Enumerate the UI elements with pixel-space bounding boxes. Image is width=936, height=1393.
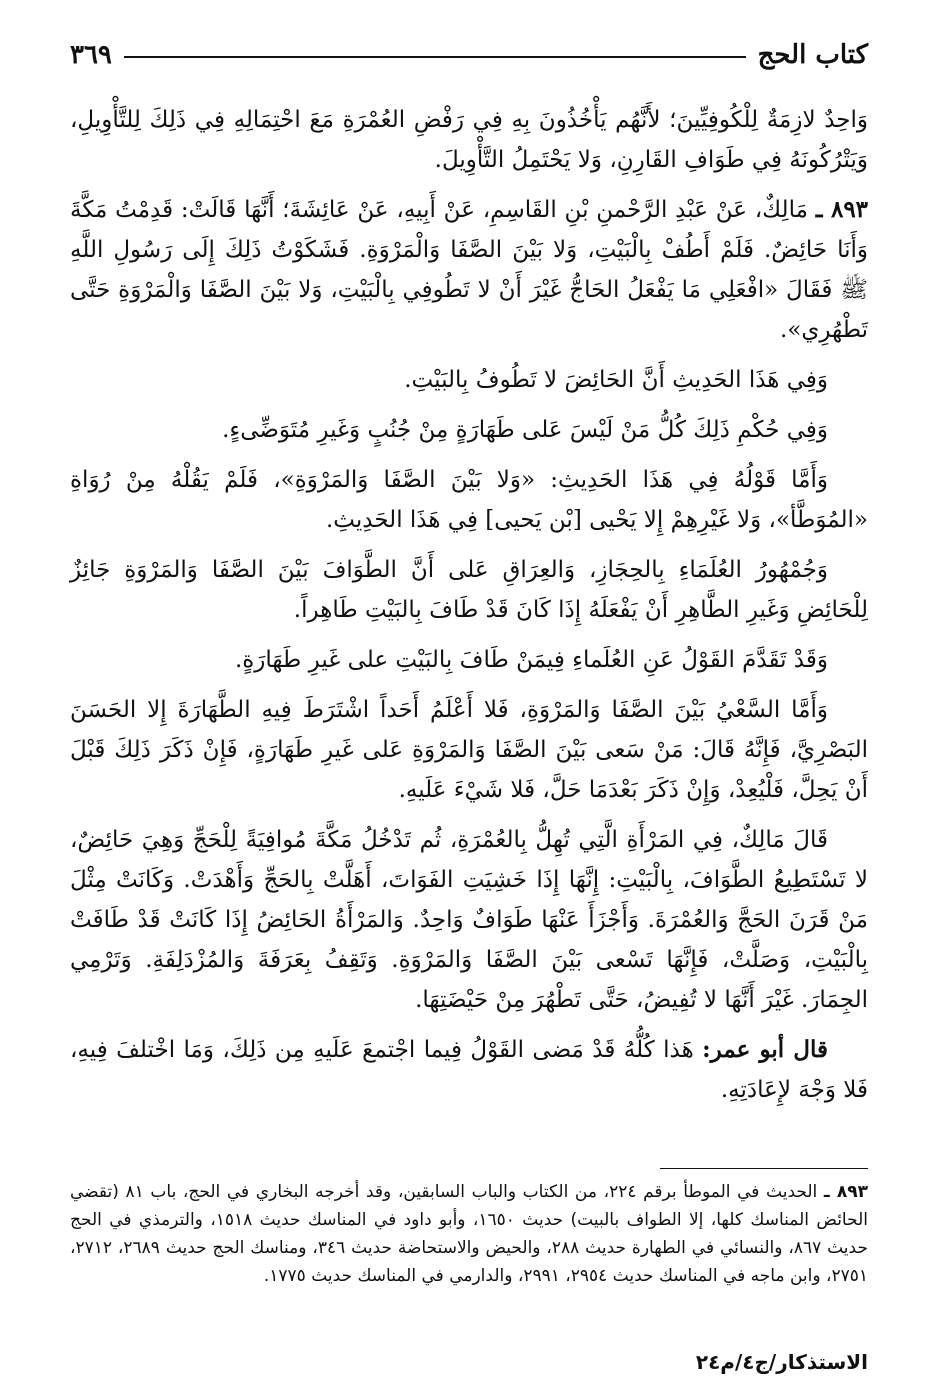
paragraph: وَجُمْهُورُ العُلَمَاءِ بِالحِجَازِ، وَالعِرَاقِ عَلى أَنَّ الطَّوَافَ بَيْنَ الصَّفَا وَالمَرْوَةِ جَائِزٌ لِلْحَائِضِ وَغَيرِ الطَّاهِرِ أَنْ يَفْعَلَهُ إِذَا كَانَ قَدْ طَافَ بِالبَيْتِ طَاهِراً. — [70, 557, 868, 623]
footnote — [70, 1178, 868, 1290]
header-rule — [124, 56, 746, 58]
page-number: ٣٦٩ — [70, 40, 112, 70]
book-title: كتاب الحج — [757, 40, 868, 70]
footnote-number: ٨٩٣ ـ — [823, 1182, 868, 1202]
main-text — [70, 100, 868, 1120]
signature-mark: الاستذكار/ج٤/م٢٤ — [695, 1350, 868, 1374]
commentator-label: قال أبو عمر: — [702, 1036, 829, 1063]
paragraph: وَاحِدٌ لازِمَةٌ لِلْكُوفِيِّينَ؛ لأَنَّهُم يَأْخُذُونَ بِهِ فِي رَفْضِ العُمْرَةِ مَعَ احْتِمَالِهِ فِي ذَلِكَ لِلتَّأْوِيلِ، وَيَتْرُكُونَهُ فِي طَوَافِ القَارِنِ، وَلا يَحْتَمِلُ التَّأْوِيلَ. — [70, 107, 868, 173]
hadith-text: مَالِكٌ، عَنْ عَبْدِ الرَّحْمنِ بْنِ القَاسِمِ، عَنْ أَبِيهِ، عَنْ عَائِشَةَ؛ أَنَّهَا قَالَتْ: قَدِمْتُ مَكَّةَ وَأَنَا حَائِضٌ. فَلَمْ أَطُفْ بِالْبَيْتِ، وَلا بَيْنَ الصَّفَا وَالْمَرْوَةِ. فَشَكَوْتُ ذَلِكَ إِلَى رَسُولِ اللَّهِ ﷺ فَقَالَ «افْعَلِي مَا يَفْعَلُ الحَاجُّ غَيْرَ أَنْ لا تَطُوفِي بِالْبَيْتِ، وَلا بَيْنَ الصَّفَا وَالْمَرْوَةِ حَتَّى تَطْهُرِي». — [70, 197, 868, 343]
paragraph: قَالَ مَالِكٌ، فِي المَرْأَةِ الَّتِي تُهِلُّ بِالعُمْرَةِ، ثُم تَدْخُلُ مَكَّةَ مُوافِيَةً لِلْحَجِّ وَهِيَ حَائِضٌ، لا تَسْتَطِيعُ الطَّوَافَ، بِالْبَيْتِ: إِنَّهَا إِذَا خَشِيَتِ الفَوَاتَ، أَهَلَّتْ بِالحَجِّ وَأَهْدَتْ. وَكَانَتْ مِثْلَ مَنْ قَرَنَ الحَجَّ وَالعُمْرَةَ. وَأَجْزَأَ عَنْهَا طَوَافٌ وَاحِدٌ. وَالمَرْأَةُ الحَائِضُ إِذَا كَانَتْ قَدْ طَافَتْ بِالْبَيْتِ، وَصَلَّتْ، فَإِنَّهَا تَسْعى بَيْنَ الصَّفَا وَالمَرْوَةِ. وَتَقِفُ بِعَرَفَةَ وَالمُزْدَلِفَةِ. وَتَرْمِي الجِمَارَ. غَيْرَ أَنَّهَا لا تُفِيضُ، حَتَّى تَطْهُرَ مِنْ حَيْضَتِهَا. — [70, 827, 868, 1013]
paragraph: وَأَمَّا السَّعْيُ بَيْنَ الصَّفَا وَالمَرْوَةِ، فَلا أَعْلَمُ أَحَداً اشْتَرَطَ فِيهِ الطَّهَارَةَ إِلا الحَسَنَ البَصْرِيَّ، فَإِنَّهُ قَالَ: مَنْ سَعى بَيْنَ الصَّفَا وَالمَرْوَةِ عَلى غَيرِ طَهَارَةٍ، فَإِنْ ذَكَرَ ذَلِكَ قَبْلَ أَنْ يَحِلَّ، فَلْيُعِدْ، وَإِنْ ذَكَرَ بَعْدَمَا حَلَّ، فَلا شَيْءَ عَلَيهِ. — [70, 697, 868, 803]
commentary-paragraph — [70, 1030, 868, 1110]
hadith-number: ٨٩٣ ـ — [815, 196, 869, 223]
paragraph: وَفِي حُكْمِ ذَلِكَ كُلُّ مَنْ لَيْسَ عَلى طَهَارَةٍ مِنْ جُنُبٍ وَغَيرِ مُتَوَضِّىءٍ. — [222, 417, 828, 443]
paragraph: وَفِي هَذَا الحَدِيثِ أَنَّ الحَائِضَ لا تَطُوفُ بِالبَيْتِ. — [404, 367, 828, 393]
paragraph: وَقَدْ تَقَدَّمَ القَوْلُ عَنِ العُلَماءِ فِيمَنْ طَافَ بِالبَيْتِ على غَيرِ طَهَارَةٍ. — [234, 647, 828, 673]
running-header — [70, 30, 868, 70]
hadith-paragraph — [70, 190, 868, 350]
footnote-separator — [660, 1168, 868, 1169]
commentary-text: هَذا كُلُّهُ قَدْ مَضى القَوْلُ فِيما اجْتمعَ عَلَيهِ مِن ذَلِكَ، وَمَا اخْتلفَ فِيهِ، فَلا وَجْهَ لإِعَادَتِهِ. — [70, 1037, 868, 1103]
paragraph: وَأَمَّا قَوْلُهُ فِي هَذَا الحَدِيثِ: «وَلا بَيْنَ الصَّفَا وَالمَرْوَةِ»، فَلَمْ يَقُلْهُ مِنْ رُوَاةِ «المُوَطَّأ»، وَلا غَيْرِهِمْ إِلا يَحْيى [بْن يَحيى] فِي هَذَا الحَدِيثِ. — [70, 467, 868, 533]
footnote-text: الحديث في الموطأ برقم ٢٢٤، من الكتاب والباب السابقين، وقد أخرجه البخاري في الحج، باب ٨١ (تقضي الحائض المناسك كلها، إلا الطواف بالبيت) حديث ١٦٥٠، وأبو داود في المناسك حديث ١٥١٨، والترمذي في الحج حديث ٨٦٧، والنسائي في الطهارة حديث ٢٨٨، والحيض والاستحاضة حديث ٣٤٦، ومناسك الحج حديث ٢٦٨٩، ٢٧١٢، ٢٧٥١، وابن ماجه في المناسك حديث ٢٩٥٤، ٢٩٩١، والدارمي في المناسك حديث ١٧٧٥. — [70, 1182, 868, 1286]
